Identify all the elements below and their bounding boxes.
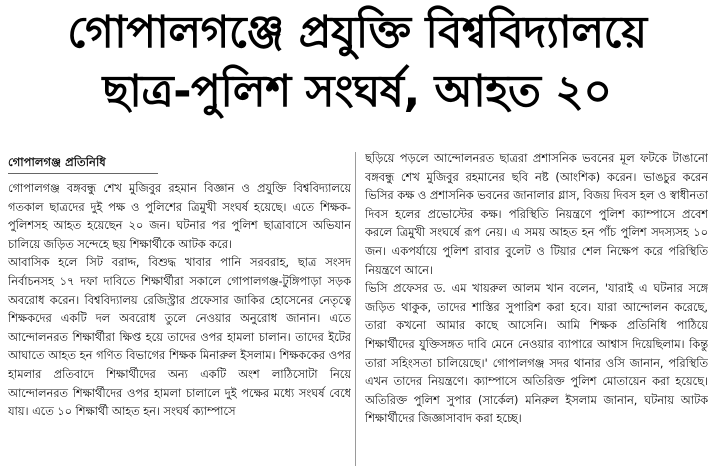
byline: গোপালগঞ্জ প্রতিনিধি <box>8 152 158 174</box>
paragraph: ছড়িয়ে পড়লে আন্দোলনরত ছাত্ররা প্রশাসনিক ভবনের মূল ফটকে টাঙানো বঙ্গবন্ধু শেখ মুজিবুর রহমানের ছবি নষ্ট (আংশিক) করেন। ভাঙচুর করেন ভিসির কক্ষ ও প্রশাসনিক ভবনের জানালার গ্লাস, বিজয় দিবস হল ও স্বাধীনতা দিবস হলের প্রভোস্টের কক্ষ। পরিস্থিতি নিয়ন্ত্রণে পুলিশ ক্যাম্পাসে প্রবেশ করলে ত্রিমুখী সংঘর্ষে রূপ নেয়। এ সময় আহত হন পাঁচ পুলিশ সদস্যসহ ১০ জন। একপর্যায়ে পুলিশ রাবার বুলেট ও টিয়ার শেল নিক্ষেপ করে পরিস্থিতি নিয়ন্ত্রণে আনে। <box>365 152 708 277</box>
headline <box>0 4 714 122</box>
paragraph: ভিসি প্রফেসর ড. এম খায়রুল আলম খান বলেন, 'যারাই এ ঘটনার সঙ্গে জড়িত থাকুক, তাদের শাস্তির সুপারিশ করা হবে। যারা আন্দোলন করেছে, তারা কখনো আমার কাছে আসেনি। আমি শিক্ষক প্রতিনিধি পাঠিয়ে শিক্ষার্থীদের যুক্তিসঙ্গত দাবি মেনে নেওয়ার ব্যাপারে আশ্বাস দিয়েছিলাম। কিন্তু তারা সহিংসতা চালিয়েছে।' গোপালগঞ্জ সদর থানার ওসি জানান, পরিস্থিতি এখন তাদের নিয়ন্ত্রণে। ক্যাম্পাসে অতিরিক্ত পুলিশ মোতায়েন করা হয়েছে। অতিরিক্ত পুলিশ সুপার (সার্কেল) মনিরুল ইসলাম জানান, ঘটনায় আটক শিক্ষার্থীদের জিজ্ঞাসাবাদ করা হচ্ছে। <box>365 282 708 426</box>
article-column-left <box>8 150 351 468</box>
column-divider <box>355 152 356 466</box>
headline-line-1: গোপালগঞ্জে প্রযুক্তি বিশ্ববিদ্যালয়ে <box>67 7 647 58</box>
paragraph: গোপালগঞ্জ বঙ্গবন্ধু শেখ মুজিবুর রহমান বিজ্ঞান ও প্রযুক্তি বিশ্ববিদ্যালয়ে গতকাল ছাত্রদের দুই পক্ষ ও পুলিশের ত্রিমুখী সংঘর্ষ হয়েছে। এতে শিক্ষক-পুলিশসহ আহত হয়েছেন ২০ জন। ঘটনার পর পুলিশ ছাত্রাবাসে অভিযান চালিয়ে জড়িত সন্দেহে ছয় শিক্ষার্থীকে আটক করে। <box>8 182 351 251</box>
headline-line-2: ছাত্র-পুলিশ সংঘর্ষ, আহত ২০ <box>102 66 612 117</box>
article-body <box>8 150 708 468</box>
article-column-right <box>365 150 708 468</box>
paragraph: আবাসিক হলে সিট বরাদ্দ, বিশুদ্ধ খাবার পানি সরবরাহ, ছাত্র সংসদ নির্বাচনসহ ১৭ দফা দাবিতে শিক্ষার্থীরা সকালে গোপালগঞ্জ-টুঙ্গিপাড়া সড়ক অবরোধ করেন। বিশ্ববিদ্যালয় রেজিস্ট্রার প্রফেসার জাকির হোসেনের নেতৃত্বে শিক্ষকদের একটি দল অবরোধ তুলে নেওয়ার অনুরোধ জানান। এতে আন্দোলনরত শিক্ষার্থীরা ক্ষিপ্ত হয়ে তাদের ওপর হামলা চালান। তাদের ইটের আঘাতে আহত হন গণিত বিভাগের শিক্ষক মিনারুল ইসলাম। শিক্ষককের ওপর হামলার প্রতিবাদে শিক্ষার্থীদের অন্য একটি অংশ লাঠিসোটা নিয়ে আন্দোলনরত শিক্ষার্থীদের ওপর হামলা চালালে দুই পক্ষের মধ্যে সংঘর্ষ বেধে যায়। এতে ১০ শিক্ষার্থী আহত হন। সংঘর্ষ ক্যাম্পাসে <box>8 256 351 419</box>
